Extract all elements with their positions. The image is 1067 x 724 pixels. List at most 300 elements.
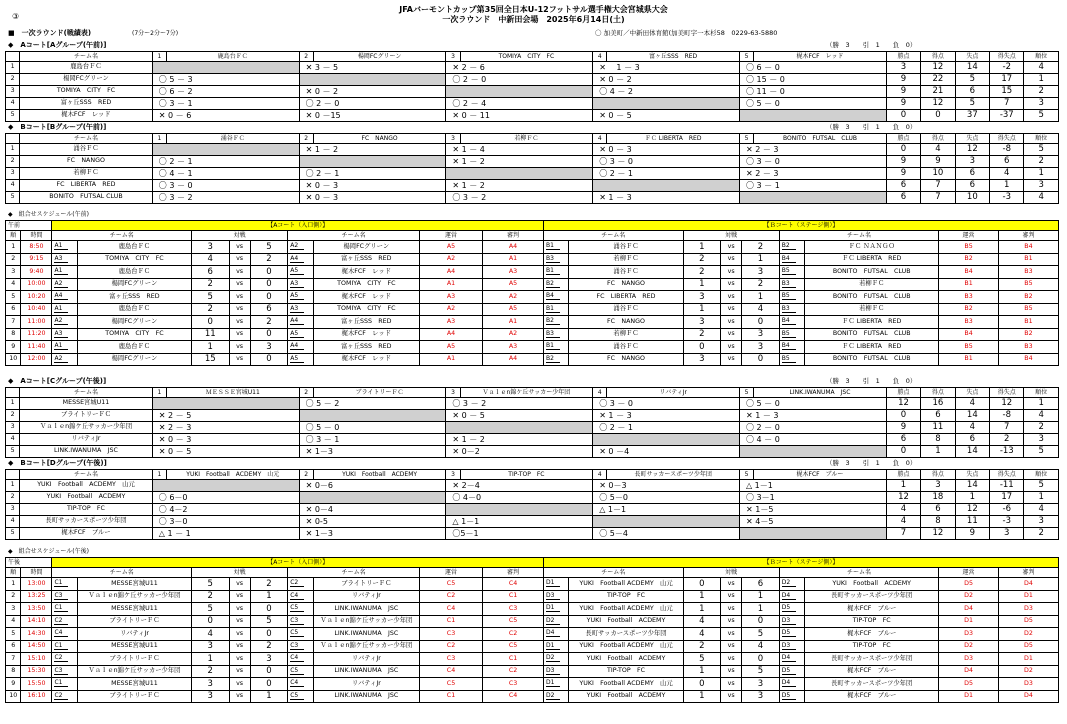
match-result: ✕ 0 － 2	[593, 74, 740, 86]
home-score: 1	[683, 603, 721, 616]
stat-value: 4	[955, 422, 989, 434]
away-score: 1	[742, 253, 780, 266]
match-result: ✕ 2 － 5	[152, 410, 299, 422]
court-b-header: 【Ｂコート（ステージ側）】	[544, 221, 1059, 231]
match-result: 〇 4－0	[446, 492, 593, 504]
group-title: ◆ Bコート[Bグループ(午前)]	[8, 123, 107, 131]
team-index: 3	[446, 388, 460, 398]
slot-code	[779, 578, 804, 591]
slot-code	[288, 628, 313, 641]
slot-code	[288, 665, 313, 678]
slot-code	[288, 603, 313, 616]
match-result: ✕ 1－5	[739, 504, 886, 516]
home-team: 鹿島台ＦＣ	[77, 341, 191, 354]
team-name: 鹿島台ＦＣ	[20, 62, 153, 74]
ops-team: A2	[419, 253, 482, 266]
ops-header: 運営	[939, 231, 999, 241]
schedule-row	[6, 590, 1059, 603]
stat-header: 得点	[921, 388, 955, 398]
header-blank	[6, 388, 20, 398]
slot-code	[544, 303, 569, 316]
match-result: 〇 2 － 4	[446, 98, 593, 110]
match-result	[299, 156, 446, 168]
stat-value: 5	[955, 74, 989, 86]
vs-label: vs	[721, 353, 742, 366]
match-result: 〇 3 － 0	[739, 156, 886, 168]
slot-code-text: D3	[782, 643, 796, 650]
ops-header: 運営	[419, 568, 482, 578]
away-team: 梶木FCF ブルー	[805, 690, 939, 703]
stat-value: 15	[990, 86, 1024, 98]
group-row	[6, 398, 1059, 410]
slot-code-text: A3	[54, 331, 68, 338]
match-result: 〇 3 － 2	[446, 192, 593, 204]
team-column-header: Ｖａｌｅn錦ケ丘サッカー少年団	[460, 388, 593, 398]
slot-code-text: A4	[54, 293, 68, 300]
team-index: 2	[299, 470, 313, 480]
stat-header: 得失点	[990, 134, 1024, 144]
match-time: 13:00	[21, 578, 52, 591]
match-result: ✕ 1 － 4	[446, 144, 593, 156]
slot-code	[544, 341, 569, 354]
ops-team: D3	[939, 628, 999, 641]
match-order: 8	[6, 665, 21, 678]
team-index: 2	[299, 388, 313, 398]
stat-value: 12	[990, 398, 1024, 410]
ref-team: A2	[483, 291, 544, 304]
home-score: 11	[191, 328, 229, 341]
stat-value: 0	[921, 110, 955, 122]
schedule-table	[5, 220, 1059, 366]
group-row	[6, 528, 1059, 540]
slot-code-text: B2	[782, 243, 796, 250]
away-score: 3	[250, 341, 288, 354]
stat-value: 7	[990, 98, 1024, 110]
away-score: 2	[250, 253, 288, 266]
ops-team: C3	[419, 653, 482, 666]
row-index: 1	[6, 398, 20, 410]
ops-team: D2	[939, 590, 999, 603]
away-score: 3	[742, 678, 780, 691]
ref-team: C5	[483, 640, 544, 653]
team-name: BONITO FUTSAL CLUB	[20, 192, 153, 204]
team-column-header: 楊岡FCグリーン	[313, 52, 446, 62]
slot-code	[52, 241, 77, 254]
away-team: 梶木FCF ブルー	[805, 603, 939, 616]
ref-header: 審判	[483, 231, 544, 241]
stat-value: 9	[886, 422, 920, 434]
away-score: 6	[250, 303, 288, 316]
stat-header: 得失点	[990, 388, 1024, 398]
header-blank	[6, 134, 20, 144]
match-result: 〇 3 － 0	[152, 180, 299, 192]
away-score: 2	[742, 241, 780, 254]
ops-team: D2	[939, 640, 999, 653]
stat-header: 勝点	[886, 52, 920, 62]
match-time: 11:00	[21, 316, 52, 329]
team-index: 5	[739, 470, 753, 480]
home-team: YUKI Football ACDEMY 山元	[569, 578, 683, 591]
stat-value: 14	[955, 410, 989, 422]
ref-header: 審判	[998, 231, 1058, 241]
away-score: 5	[742, 665, 780, 678]
away-team: LINK.IWANUMA JSC	[313, 628, 419, 641]
match-result: ✕ 1－3	[299, 446, 446, 458]
slot-code-text: C5	[290, 630, 304, 637]
stat-value: 9	[886, 74, 920, 86]
match-result	[593, 98, 740, 110]
slot-code	[779, 628, 804, 641]
match-result: 〇 5 － 0	[299, 422, 446, 434]
stat-value: 3	[1024, 516, 1059, 528]
slot-code-text: D3	[782, 618, 796, 625]
away-team: TOMIYA CITY FC	[313, 303, 419, 316]
team-column-header: FC NANGO	[313, 134, 446, 144]
ref-team: B4	[998, 353, 1058, 366]
match-result: ✕ 1 － 3	[739, 410, 886, 422]
slot-code-text: B2	[546, 281, 560, 288]
slot-code	[779, 328, 804, 341]
match-order: 7	[6, 653, 21, 666]
stat-value: 1	[990, 180, 1024, 192]
match-result: 〇 2 － 0	[299, 98, 446, 110]
match-order: 5	[6, 628, 21, 641]
home-team: 楊岡FCグリーン	[77, 316, 191, 329]
home-score: 1	[683, 690, 721, 703]
schedule-row	[6, 353, 1059, 366]
ref-team: C2	[483, 665, 544, 678]
ops-team: A5	[419, 341, 482, 354]
match-order: 8	[6, 328, 21, 341]
team-column-header: BONITO FUTSAL CLUB	[754, 134, 887, 144]
row-index: 3	[6, 504, 20, 516]
slot-code-text: A2	[290, 243, 304, 250]
stat-value: 5	[955, 98, 989, 110]
match-time: 15:30	[21, 665, 52, 678]
match-result: ✕ 1 － 3	[593, 192, 740, 204]
home-team: MESSE宮城U11	[77, 603, 191, 616]
match-result: 〇 6 － 0	[739, 62, 886, 74]
slot-code-text: B5	[782, 331, 796, 338]
stat-value: 17	[990, 74, 1024, 86]
team-header: チーム名	[288, 231, 420, 241]
ops-team: D4	[939, 665, 999, 678]
group-row	[6, 156, 1059, 168]
match-result: 〇 5 － 0	[739, 398, 886, 410]
match-result	[739, 192, 886, 204]
row-index: 3	[6, 86, 20, 98]
ops-team: C2	[419, 640, 482, 653]
away-team: 梶木FCF レッド	[313, 266, 419, 279]
stat-value: -3	[990, 192, 1024, 204]
vs-label: vs	[721, 615, 742, 628]
match-result: 〇 3－1	[739, 492, 886, 504]
stat-value: 3	[921, 480, 955, 492]
team-column-header: YUKI Football ACDEMY	[313, 470, 446, 480]
stat-header: 得失点	[990, 470, 1024, 480]
away-team: TOMIYA CITY FC	[313, 278, 419, 291]
slot-code	[288, 590, 313, 603]
ref-team: D1	[998, 590, 1058, 603]
stat-header: 得点	[921, 134, 955, 144]
period-label: 午後	[6, 558, 52, 568]
ops-team: C5	[419, 678, 482, 691]
team-header: チーム名	[288, 568, 420, 578]
stat-header: 失点	[955, 470, 989, 480]
match-order: 5	[6, 291, 21, 304]
away-score: 3	[742, 328, 780, 341]
ref-team: A3	[483, 341, 544, 354]
slot-code-text: A4	[290, 318, 304, 325]
team-index: 5	[739, 52, 753, 62]
slot-code-text: B4	[782, 256, 796, 263]
home-score: 2	[683, 640, 721, 653]
group-row	[6, 74, 1059, 86]
home-score: 1	[683, 590, 721, 603]
stat-value: 12	[886, 492, 920, 504]
slot-code-text: A5	[290, 268, 304, 275]
round-note: (7分ー2分ー7分)	[132, 30, 179, 37]
home-team: 鹿島台ＦＣ	[77, 266, 191, 279]
schedule-row	[6, 653, 1059, 666]
slot-code-text: C5	[290, 693, 304, 700]
ops-team: B5	[939, 341, 999, 354]
slot-code	[52, 578, 77, 591]
match-result: △ 1－1	[739, 480, 886, 492]
slot-code	[52, 640, 77, 653]
vs-label: vs	[721, 266, 742, 279]
page-mark: ③	[12, 12, 20, 21]
schedule-title: ◆ 組合せスケジュール(午前)	[8, 211, 89, 218]
team-index: 1	[152, 52, 166, 62]
slot-code	[52, 353, 77, 366]
slot-code-text: A1	[54, 306, 68, 313]
ops-team: A3	[419, 316, 482, 329]
home-score: 4	[191, 628, 229, 641]
away-score: 1	[250, 590, 288, 603]
slot-code-text: A1	[54, 343, 68, 350]
group-header-row	[6, 388, 1059, 398]
vs-label: vs	[721, 628, 742, 641]
vs-label: vs	[229, 678, 250, 691]
home-team: TIP-TOP FC	[569, 665, 683, 678]
ops-team: B2	[939, 303, 999, 316]
team-index: 4	[593, 470, 607, 480]
vs-header: 対戦	[683, 231, 779, 241]
slot-code-text: B2	[546, 356, 560, 363]
stat-value: 6	[921, 504, 955, 516]
slot-code-text: D4	[546, 630, 560, 637]
row-index: 1	[6, 144, 20, 156]
slot-code	[544, 665, 569, 678]
slot-code	[52, 628, 77, 641]
home-team: MESSE宮城U11	[77, 640, 191, 653]
match-result: △ 1－1	[446, 516, 593, 528]
match-result: 〇 5 － 3	[152, 74, 299, 86]
slot-code	[52, 653, 77, 666]
match-result: ✕ 2 － 3	[152, 422, 299, 434]
row-index: 5	[6, 446, 20, 458]
slot-code-text: C2	[290, 580, 304, 587]
schedule-table	[5, 557, 1059, 703]
vs-label: vs	[721, 640, 742, 653]
match-result: ✕ 0 － 3	[152, 434, 299, 446]
team-column-header: 梶木FCF レッド	[754, 52, 887, 62]
slot-code	[288, 678, 313, 691]
ref-team: A3	[483, 266, 544, 279]
vs-label: vs	[229, 278, 250, 291]
slot-code-text: C1	[54, 580, 68, 587]
stat-value: 1	[1024, 492, 1059, 504]
home-team: TIP-TOP FC	[569, 590, 683, 603]
away-score: 2	[250, 640, 288, 653]
row-index: 4	[6, 516, 20, 528]
slot-code-text: C4	[290, 593, 304, 600]
slot-code	[52, 278, 77, 291]
ref-team: D1	[998, 653, 1058, 666]
home-team: 楊岡FCグリーン	[77, 353, 191, 366]
slot-code	[52, 253, 77, 266]
ops-team: C1	[419, 615, 482, 628]
home-score: 4	[191, 253, 229, 266]
away-score: 0	[742, 353, 780, 366]
home-team: 楊岡FCグリーン	[77, 278, 191, 291]
schedule-row	[6, 578, 1059, 591]
ref-header: 審判	[483, 568, 544, 578]
stat-value: 0	[886, 410, 920, 422]
row-index: 1	[6, 62, 20, 74]
stat-value: -37	[990, 110, 1024, 122]
match-result: ✕ 0 －15	[299, 110, 446, 122]
slot-code-text: C1	[54, 643, 68, 650]
match-result: 〇 11 － 0	[739, 86, 886, 98]
team-index: 4	[593, 134, 607, 144]
team-column-header: LINK.IWANUMA JSC	[754, 388, 887, 398]
match-result: ✕ 1－3	[299, 528, 446, 540]
stat-value: 4	[886, 516, 920, 528]
home-team: FC NANGO	[569, 353, 683, 366]
stat-value: 5	[1024, 446, 1059, 458]
vs-label: vs	[229, 353, 250, 366]
slot-code	[288, 615, 313, 628]
match-result: ✕ 0 －4	[593, 446, 740, 458]
team-name: MESSE宮城U11	[20, 398, 153, 410]
stat-value: 7	[886, 528, 920, 540]
home-score: 3	[191, 241, 229, 254]
court-b-header: 【Ｂコート（ステージ側）】	[544, 558, 1059, 568]
match-result: ✕ 0－4	[299, 504, 446, 516]
home-score: 2	[191, 278, 229, 291]
stat-value: 9	[886, 156, 920, 168]
team-index: 3	[446, 470, 460, 480]
away-team: LINK.IWANUMA JSC	[313, 690, 419, 703]
match-result: ✕ 0 － 3	[299, 180, 446, 192]
team-header: チーム名	[52, 231, 191, 241]
match-result: 〇 6－0	[152, 492, 299, 504]
slot-code-text: A4	[290, 343, 304, 350]
match-result	[593, 434, 740, 446]
match-order: 1	[6, 241, 21, 254]
away-score: 0	[742, 615, 780, 628]
stat-value: 4	[921, 144, 955, 156]
stat-value: 14	[955, 62, 989, 74]
ops-team: B3	[939, 316, 999, 329]
match-result	[446, 86, 593, 98]
away-team: LINK.IWANUMA JSC	[313, 665, 419, 678]
group-points-rule: （勝 3 引 1 負 0）	[826, 459, 917, 467]
away-team: 富ヶ丘SSS RED	[313, 316, 419, 329]
slot-code-text: A1	[54, 268, 68, 275]
team-column-header: ブライトリーＦＣ	[313, 388, 446, 398]
ref-team: C2	[483, 628, 544, 641]
match-order: 4	[6, 278, 21, 291]
slot-code-text: A3	[54, 256, 68, 263]
match-result: 〇 3 － 1	[299, 434, 446, 446]
stat-header: 順位	[1024, 388, 1059, 398]
home-team: MESSE宮城U11	[77, 678, 191, 691]
away-score: 0	[250, 665, 288, 678]
slot-code	[52, 603, 77, 616]
match-result: ✕ 0 － 5	[446, 410, 593, 422]
slot-code	[52, 266, 77, 279]
row-index: 5	[6, 110, 20, 122]
away-team: ＦＣ LIBERTA RED	[805, 341, 939, 354]
schedule-row	[6, 266, 1059, 279]
team-name: 富ヶ丘SSS RED	[20, 98, 153, 110]
ops-team: A5	[419, 241, 482, 254]
ops-team: B5	[939, 241, 999, 254]
slot-code	[544, 628, 569, 641]
team-index: 4	[593, 388, 607, 398]
slot-code	[779, 590, 804, 603]
stat-header: 失点	[955, 388, 989, 398]
stat-value: 3	[1024, 98, 1059, 110]
vs-header: 対戦	[191, 231, 287, 241]
ref-team: B3	[998, 266, 1058, 279]
away-team: リバティJr	[313, 678, 419, 691]
stat-value: 1	[1024, 168, 1059, 180]
home-score: 2	[683, 253, 721, 266]
home-team: YUKI Football ACDEMY 山元	[569, 640, 683, 653]
schedule-row	[6, 303, 1059, 316]
ops-header: 運営	[419, 231, 482, 241]
vs-label: vs	[229, 603, 250, 616]
team-header: チーム名	[544, 231, 683, 241]
away-team: ブライトリーＦＣ	[313, 578, 419, 591]
stat-value: 21	[921, 86, 955, 98]
match-order: 10	[6, 690, 21, 703]
away-team: リバティJr	[313, 590, 419, 603]
page-subtitle: 一次ラウンド 中新田会場 2025年6月14日(土)	[442, 15, 625, 24]
page-title: JFAバーモントカップ第35回全日本U-12フットサル選手権大会宮城県大会	[399, 5, 668, 14]
group-header-row	[6, 134, 1059, 144]
slot-code	[288, 278, 313, 291]
group-row	[6, 86, 1059, 98]
slot-code	[52, 615, 77, 628]
team-name: YUKI Football ACDEMY 山元	[20, 480, 153, 492]
away-team: 梶木FCF ブルー	[805, 665, 939, 678]
match-result: ✕ 0 － 2	[299, 86, 446, 98]
stat-value: 9	[955, 528, 989, 540]
match-result: 〇 2 － 1	[152, 156, 299, 168]
slot-code-text: A5	[290, 356, 304, 363]
away-team: リバティJr	[313, 653, 419, 666]
team-name: 梶木FCF レッド	[20, 110, 153, 122]
home-score: 3	[191, 690, 229, 703]
slot-code-text: D2	[546, 618, 560, 625]
match-result: ✕ 0-5	[299, 516, 446, 528]
slot-code	[779, 678, 804, 691]
